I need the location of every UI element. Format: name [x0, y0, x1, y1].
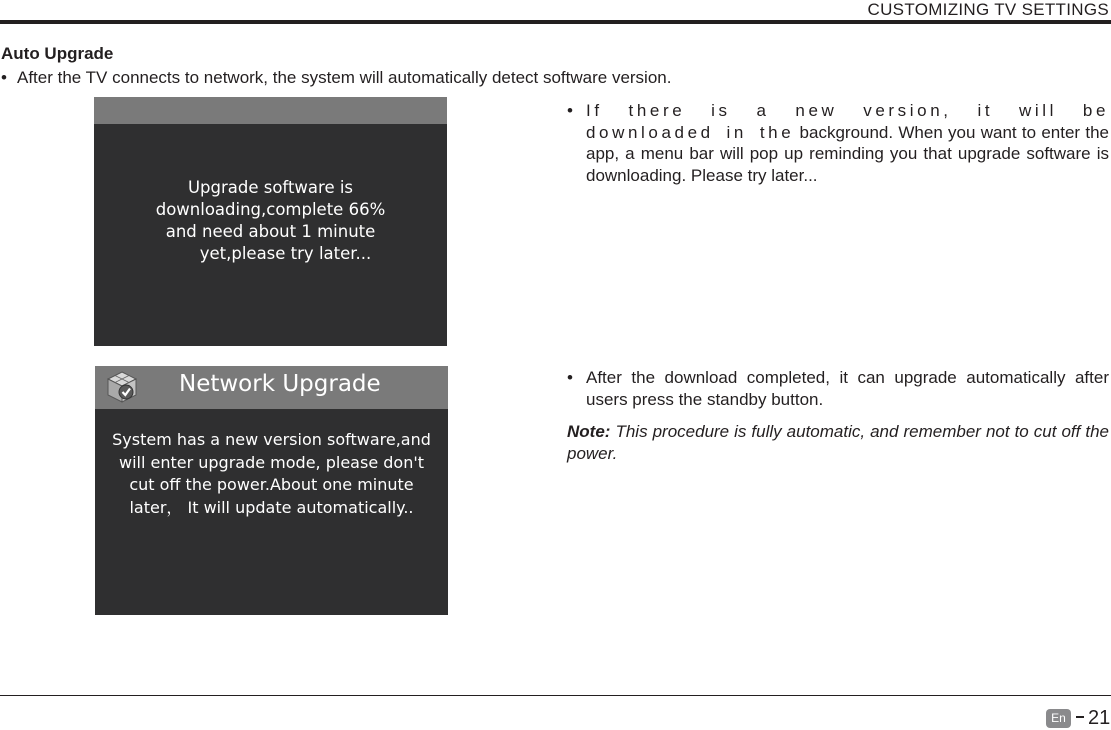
- bullet-dot: •: [567, 368, 573, 387]
- screen-title: Network Upgrade: [179, 371, 381, 397]
- upgrade-cube-check-icon: [105, 370, 139, 404]
- page-dash: [1076, 716, 1084, 718]
- bullet-dot: •: [1, 68, 7, 87]
- message-line: System has a new version software,and: [112, 430, 431, 449]
- message-line: Upgrade software is: [187, 178, 354, 197]
- message-line: cut off the power.About one minute: [129, 475, 414, 494]
- bullet-first-line: If there is a new version, it will be downloaded in the: [586, 101, 1109, 142]
- message-line: will enter upgrade mode, please don't: [118, 452, 424, 472]
- header-rule: [0, 20, 1111, 24]
- screen-title-bar: [95, 366, 448, 409]
- message-line: and need about 1 minute: [165, 222, 376, 241]
- download-message: [94, 177, 447, 265]
- bullet-text: After the download completed, it can upgrade automatically after users press the standby button.: [586, 368, 1109, 409]
- bullet-text: [567, 100, 1109, 186]
- intro-text: After the TV connects to network, the system will automatically detect software version.: [17, 68, 672, 87]
- language-badge: En: [1046, 709, 1071, 728]
- note-text: This procedure is fully automatic, and remember not to cut off the power.: [567, 422, 1109, 463]
- bullet-download-info: [567, 100, 1109, 186]
- footer-rule: [0, 695, 1111, 696]
- bullet-auto-upgrade: [567, 367, 1109, 410]
- tv-screen-network-upgrade: [95, 366, 448, 615]
- page-number: 21: [1088, 707, 1111, 729]
- message-line: yet,please try later...: [199, 244, 372, 263]
- message-line: later， It will update automatically..: [129, 497, 414, 517]
- intro-bullet: [1, 68, 671, 88]
- upgrade-message: [95, 429, 448, 519]
- section-title: Auto Upgrade: [1, 44, 114, 63]
- header-title: CUSTOMIZING TV SETTINGS: [867, 0, 1109, 19]
- message-line: downloading,complete 66%: [155, 200, 386, 219]
- screen-top-bar: [94, 97, 447, 124]
- bullet-dot: •: [567, 101, 573, 120]
- note: [567, 421, 1109, 464]
- bullet-rest: background. When you want to enter the app, a menu bar will pop up reminding you that upgrade software is downloading. Please try later...: [586, 122, 1109, 185]
- note-label: Note:: [567, 422, 611, 441]
- tv-screen-downloading: [94, 97, 447, 346]
